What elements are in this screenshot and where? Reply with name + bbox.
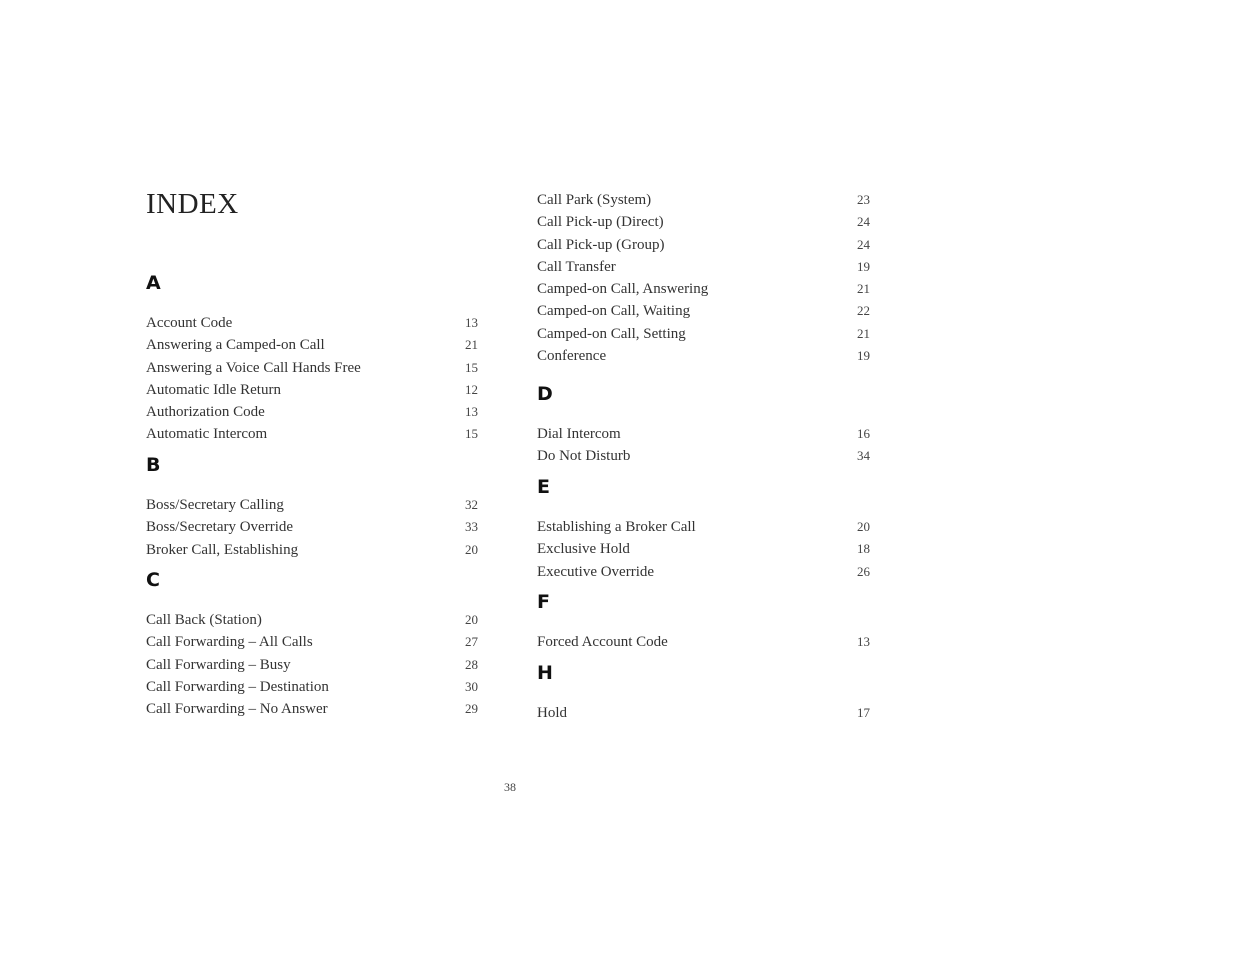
index-section-e — [537, 474, 870, 583]
index-entry — [537, 445, 870, 467]
index-entry — [537, 323, 870, 345]
entry-page: 32 — [465, 497, 478, 512]
index-entry — [146, 631, 478, 653]
page-title: INDEX — [146, 188, 239, 220]
index-entry — [537, 211, 870, 233]
entry-term: Dial Intercom — [537, 426, 621, 442]
entry-term: Do Not Disturb — [537, 448, 631, 465]
index-entry — [537, 189, 870, 211]
entry-page: 27 — [465, 634, 478, 650]
index-entry — [146, 423, 478, 445]
page-number: 38 — [504, 780, 516, 794]
entry-page: 26 — [857, 563, 870, 579]
index-section-f — [537, 589, 870, 653]
index-entry — [537, 538, 870, 560]
section-letter: E — [537, 476, 550, 498]
index-entry — [146, 676, 478, 698]
entry-term: Account Code — [146, 315, 233, 331]
entry-term: Call Forwarding – Busy — [146, 656, 291, 673]
index-entry — [537, 300, 870, 322]
index-entry — [146, 401, 478, 423]
entry-term: Call Park (System) — [537, 192, 652, 208]
index-entry — [537, 561, 870, 583]
entry-term: Camped-on Call, Setting — [537, 325, 686, 342]
index-entry — [537, 278, 870, 300]
entry-page: 15 — [465, 426, 478, 442]
entry-term: Executive Override — [537, 563, 655, 580]
index-entry — [146, 312, 478, 334]
section-letter: F — [537, 591, 550, 613]
section-letter: H — [537, 662, 553, 684]
entry-page: 21 — [857, 281, 870, 297]
entry-page: 22 — [857, 303, 870, 319]
entry-term: Call Transfer — [537, 258, 616, 275]
index-entry — [146, 379, 478, 401]
index-entry — [537, 631, 870, 653]
entry-term: Call Pick-up (Group) — [537, 236, 665, 253]
entry-page: 13 — [857, 634, 870, 649]
index-section-b — [146, 452, 478, 561]
index-entry — [146, 494, 478, 516]
entry-page: 24 — [857, 236, 870, 252]
index-entry — [146, 539, 478, 561]
entry-page: 12 — [465, 381, 478, 397]
entry-page: 16 — [857, 426, 870, 441]
entry-page: 13 — [465, 404, 478, 420]
entry-term: Conference — [537, 348, 607, 365]
index-entry — [146, 516, 478, 538]
entry-page: 24 — [857, 214, 870, 230]
entry-term: Answering a Voice Call Hands Free — [146, 359, 361, 376]
index-entry — [537, 345, 870, 367]
entry-term: Forced Account Code — [537, 634, 668, 650]
entry-term: Boss/Secretary Override — [146, 519, 294, 536]
entry-term: Automatic Intercom — [146, 426, 268, 443]
entry-term: Establishing a Broker Call — [537, 519, 696, 535]
section-letter: B — [146, 454, 161, 476]
entry-page: 17 — [857, 705, 870, 720]
index-entry — [537, 256, 870, 278]
index-section-c-continued — [537, 189, 870, 367]
entry-page: 15 — [465, 359, 478, 375]
index-section-a — [146, 270, 478, 446]
index-entry — [146, 357, 478, 379]
entry-term: Call Forwarding – All Calls — [146, 634, 313, 651]
entry-page: 21 — [857, 325, 870, 341]
entry-term: Hold — [537, 705, 567, 721]
entry-page: 20 — [465, 541, 478, 557]
index-entry — [537, 516, 870, 538]
index-entry — [537, 234, 870, 256]
entry-term: Exclusive Hold — [537, 541, 630, 558]
entry-term: Call Forwarding – No Answer — [146, 701, 328, 718]
entry-page: 18 — [857, 541, 870, 557]
entry-page: 13 — [465, 315, 478, 330]
entry-page: 20 — [465, 612, 478, 627]
section-letter: C — [146, 569, 160, 591]
index-entry — [146, 334, 478, 356]
entry-page: 33 — [465, 519, 478, 535]
index-entry — [146, 609, 478, 631]
entry-page: 19 — [857, 348, 870, 364]
entry-page: 29 — [465, 701, 478, 717]
entry-term: Boss/Secretary Calling — [146, 497, 284, 513]
entry-term: Answering a Camped-on Call — [146, 337, 325, 354]
index-entry — [537, 423, 870, 445]
index-entry — [146, 698, 478, 720]
entry-page: 23 — [857, 192, 870, 207]
entry-page: 34 — [857, 448, 870, 464]
entry-page: 20 — [857, 519, 870, 534]
section-letter: A — [146, 272, 161, 294]
index-entry — [146, 654, 478, 676]
entry-term: Call Pick-up (Direct) — [537, 214, 664, 231]
index-section-d — [537, 381, 870, 468]
entry-term: Camped-on Call, Waiting — [537, 303, 691, 320]
entry-term: Broker Call, Establishing — [146, 541, 299, 558]
entry-page: 30 — [465, 678, 478, 694]
entry-term: Authorization Code — [146, 404, 265, 421]
entry-term: Call Back (Station) — [146, 612, 262, 628]
entry-page: 28 — [465, 656, 478, 672]
index-entry — [537, 702, 870, 724]
entry-term: Call Forwarding – Destination — [146, 678, 329, 695]
index-section-h — [537, 660, 870, 724]
entry-term: Camped-on Call, Answering — [537, 281, 709, 298]
entry-page: 21 — [465, 337, 478, 353]
section-letter: D — [537, 383, 553, 405]
index-section-c — [146, 567, 478, 720]
entry-page: 19 — [857, 258, 870, 274]
entry-term: Automatic Idle Return — [146, 381, 281, 398]
